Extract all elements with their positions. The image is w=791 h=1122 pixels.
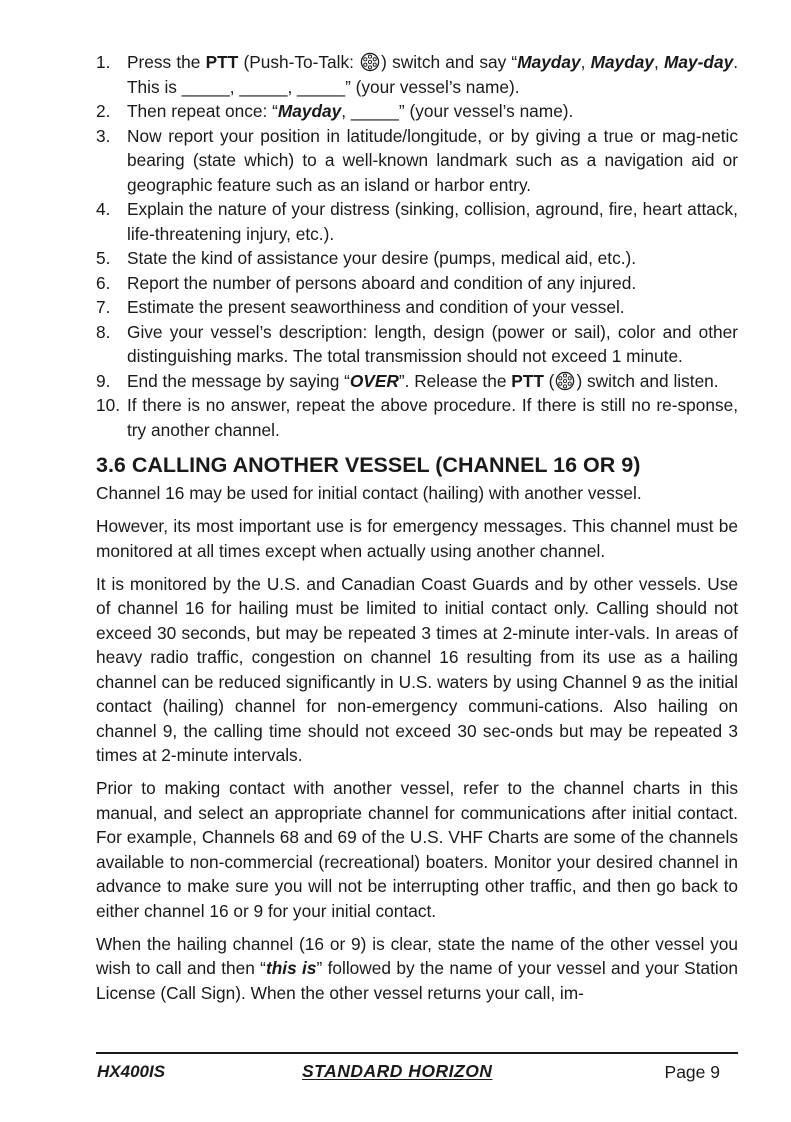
list-item-text: Now report your position in latitude/longitude, or by giving a true or mag-netic bearing (state which) to a well-known landmark such as a navigation aid or geographic feature such as an island or harbor entry. (127, 125, 738, 195)
section-heading: 3.6 CALLING ANOTHER VESSEL (CHANNEL 16 OR 9) (96, 453, 641, 477)
list-item-text: Press the PTT (Push-To-Talk: ) switch and say “Mayday, Mayday, May-day. This is _____, _____, _____” (your vessel’s name). (127, 52, 738, 97)
list-item-text: Estimate the present seaworthiness and condition of your vessel. (127, 297, 625, 317)
page-number: Page 9 (664, 1062, 720, 1082)
list-item-text: State the kind of assistance your desire (pumps, medical aid, etc.). (127, 248, 637, 268)
manual-page-body (96, 50, 738, 1005)
list-item-number: 2. (96, 101, 111, 121)
list-item (96, 320, 738, 369)
list-item (96, 99, 738, 124)
ptt-switch-icon (555, 371, 575, 391)
list-item-number: 1. (96, 52, 111, 72)
list-item-number: 4. (96, 199, 111, 219)
list-item-number: 10. (96, 395, 121, 415)
list-item-number: 8. (96, 321, 111, 342)
section-body (96, 481, 738, 1005)
list-item (96, 393, 738, 442)
list-item-number: 7. (96, 297, 111, 317)
list-item (96, 295, 738, 320)
list-item-number: 6. (96, 272, 111, 293)
list-item-number: 5. (96, 248, 111, 268)
list-item (96, 50, 738, 99)
paragraph: Prior to making contact with another vessel, refer to the channel charts in this manual, and select an appropriate channel for communications after initial contact. For example, Channels 68 and 69 of the U.S. VHF Charts are some of the channels available to non-commercial (recreational) boaters. Monitor your desired channel in advance to make sure you will not be interrupting other traffic, and then go back to either channel 16 or 9 for your initial contact. (96, 778, 738, 921)
paragraph: Channel 16 may be used for initial contact (hailing) with another vessel. (96, 483, 642, 503)
list-item (96, 246, 738, 271)
model-name: HX400IS (97, 1062, 166, 1081)
list-item-text: Give your vessel’s description: length, design (power or sail), color and other distinguishing marks. The total transmission should not exceed 1 minute. (127, 321, 738, 366)
paragraph: It is monitored by the U.S. and Canadian Coast Guards and by other vessels. Use of channel 16 for hailing must be limited to initial contact only. Calling should not exceed 30 seconds, but may be repeated 3 times at 2-minute inter-vals. In areas of heavy radio traffic, congestion on channel 16 resulting from its use as a hailing channel can be reduced significantly in U.S. waters by using Channel 9 as the initial contact (hailing) channel for non-emergency communi-cations. Also hailing on channel 9, the calling time should not exceed 30 sec-onds but may be repeated 3 times at 2-minute intervals. (96, 573, 738, 765)
distress-call-steps (96, 50, 738, 442)
list-item (96, 124, 738, 198)
list-item-text: If there is no answer, repeat the above procedure. If there is still no re-sponse, try another channel. (127, 395, 738, 440)
ptt-switch-icon (360, 52, 380, 72)
list-item-text: Explain the nature of your distress (sinking, collision, aground, fire, heart attack, life-threatening injury, etc.). (127, 199, 738, 244)
list-item-text: Then repeat once: “Mayday, _____” (your vessel’s name). (127, 101, 574, 121)
page-footer (96, 1052, 738, 1090)
list-item-number: 3. (96, 125, 111, 146)
list-item-text: Report the number of persons aboard and condition of any injured. (127, 272, 637, 293)
list-item-text: End the message by saying “OVER”. Release the PTT ( ) switch and listen. (127, 370, 719, 391)
list-item-number: 9. (96, 370, 111, 391)
paragraph: When the hailing channel (16 or 9) is clear, state the name of the other vessel you wish to call and then “this is” followed by the name of your vessel and your Station License (Call Sign). When the other vessel returns your call, im- (96, 933, 738, 1003)
paragraph: However, its most important use is for emergency messages. This channel must be monitored at all times except when actually using another channel. (96, 516, 738, 561)
list-item (96, 369, 738, 394)
list-item (96, 197, 738, 246)
list-item (96, 271, 738, 296)
brand-logo-text: STANDARD HORIZON (302, 1061, 493, 1081)
